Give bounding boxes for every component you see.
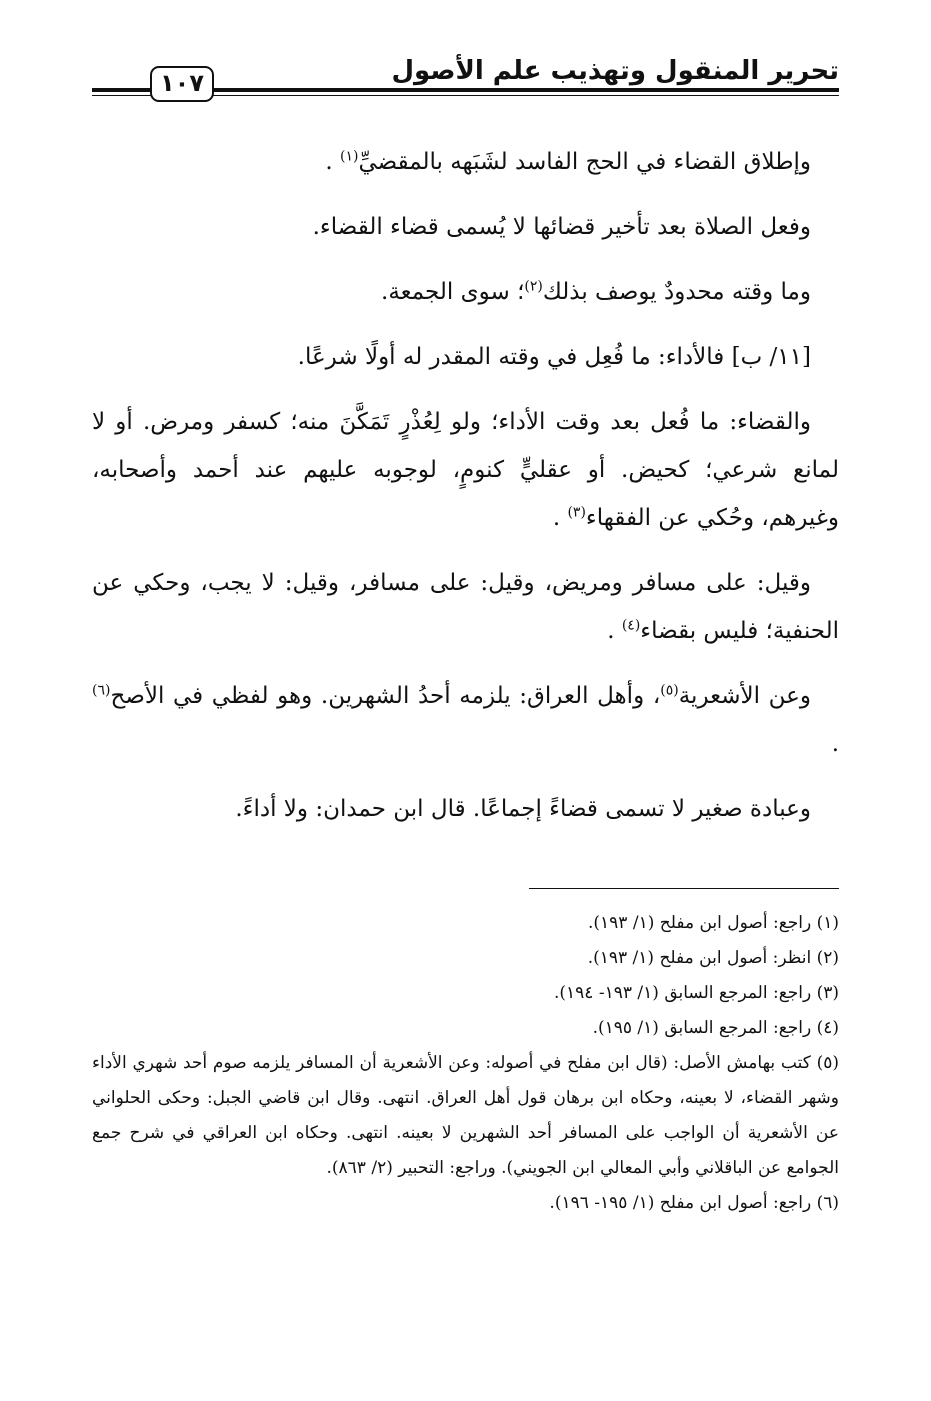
footnote-marker: (٣) [567,504,586,521]
footnote: (٢) انظر: أصول ابن مفلح (١/ ١٩٣). [587,948,839,968]
footnote-marker: (٤) [621,617,641,634]
paragraph: وعن الأشعرية$^{(٥)}$، وأهل العراق: يلزمه أحدُ الشهرين. وهو لفظي في الأصح$^{(٦)}$ . [92,682,839,757]
page-number: ١٠٧ [150,66,214,102]
paragraph: وما وقته محدودٌ يوصف بذلك$^{(٢)}$؛ سوى الجمعة. [381,278,811,305]
running-title: تحرير المنقول وتهذيب علم الأصول [391,56,839,86]
paragraph: [١١/ ب] فالأداء: ما فُعِل في وقته المقدر له أولًا شرعًا. [297,344,811,370]
paragraph: وفعل الصلاة بعد تأخير قضائها لا يُسمى قضاء القضاء. [312,214,811,240]
paragraph: وعبادة صغير لا تسمى قضاءً إجماعًا. قال ابن حمدان: ولا أداءً. [235,796,811,822]
paragraph: والقضاء: ما فُعل بعد وقت الأداء؛ ولو لِعُذْرٍ تَمَكَّنَ منه؛ كسفر ومرض. أو لا لمانع شرعي؛ كحيض. أو عقليٍّ كنومٍ، لوجوبه عليهم عند أحمد وأصحابه، وغيرهم، وحُكي عن الفقهاء$^{(٣)}$ . [92,409,839,531]
footnote: (٤) راجع: المرجع السابق (١/ ١٩٥). [592,1018,839,1038]
footnote-marker: (١) [339,148,359,165]
footnote: (١) راجع: أصول ابن مفلح (١/ ١٩٣). [587,913,839,933]
footnote: (٣) راجع: المرجع السابق (١/ ١٩٣- ١٩٤). [554,983,839,1003]
footnote-marker: (٦) [92,682,111,699]
footnote-separator [529,888,839,889]
paragraph: وقيل: على مسافر ومريض، وقيل: على مسافر، وقيل: لا يجب، وحكي عن الحنفية؛ فليس بقضاء$^{(٤)}$ . [92,570,839,644]
main-text [92,138,839,850]
footnote-marker: (٥) [660,682,679,699]
footnotes [92,906,839,1221]
page-header [92,52,839,102]
paragraph: وإطلاق القضاء في الحج الفاسد لشَبَهه بالمقضيِّ$^{(١)}$ . [325,148,811,175]
footnote: (٦) راجع: أصول ابن مفلح (١/ ١٩٥- ١٩٦). [549,1193,839,1213]
footnote: (٥) كتب بهامش الأصل: (قال ابن مفلح في أصوله: وعن الأشعرية أن المسافر يلزمه صوم أحد شهري الأداء وشهر القضاء، لا بعينه، وحكاه ابن برهان قول أهل العراق. انتهى. وقال ابن قاضي الجبل: وحكى الحلواني عن الأشعرية أن الواجب على المسافر أحد الشهرين لا بعينه. انتهى. وحكاه ابن العراقي في شرح جمع الجوامع عن الباقلاني وأبي المعالي ابن الجويني). وراجع: التحبير (٢/ ٨٦٣). [92,1053,839,1178]
footnote-marker: (٢) [524,278,543,295]
